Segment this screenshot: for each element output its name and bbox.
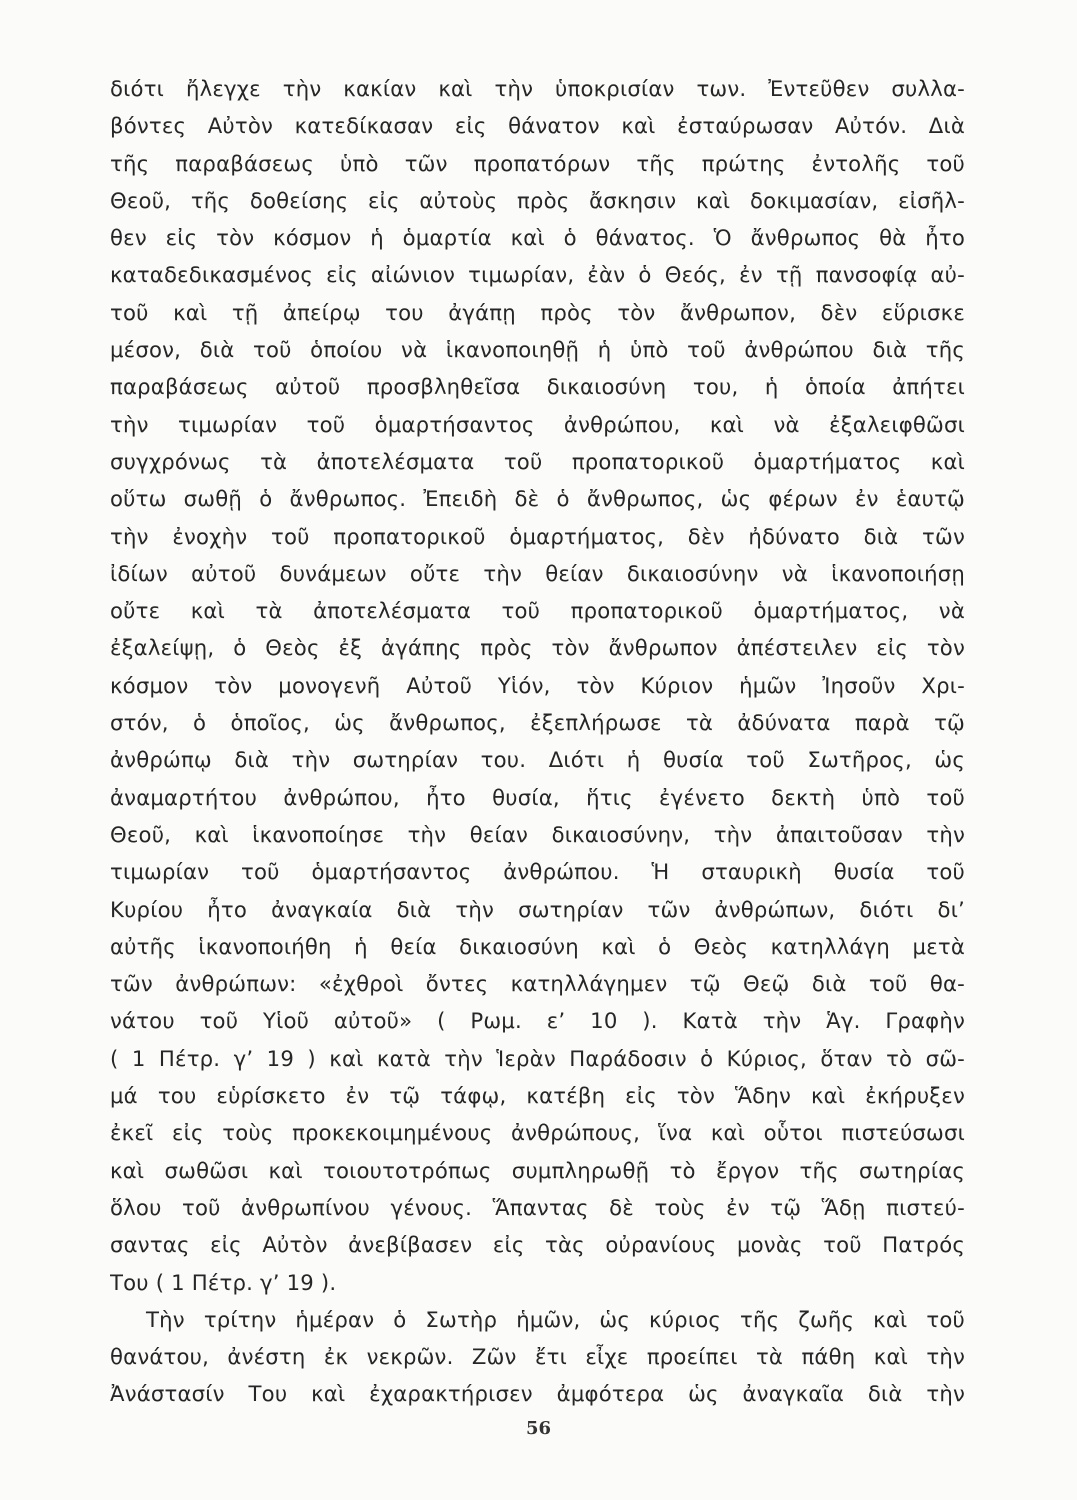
- text-line: κόσμον τὸν μονογενῆ Αὐτοῦ Υἱόν, τὸν Κύριον ἡμῶν Ἰησοῦν Χρι-: [110, 672, 965, 698]
- text-line: διότι ἤλεγχε τὴν κακίαν καὶ τὴν ὑποκρισίαν των. Ἐντεῦθεν συλλα-: [110, 76, 965, 101]
- body-text: [110, 70, 965, 1413]
- text-line: καταδεδικασμένος εἰς αἰώνιον τιμωρίαν, ἐὰν ὁ Θεός, ἐν τῇ πανσοφίᾳ αὐ-: [110, 262, 965, 288]
- text-line: οὔτε καὶ τὰ ἀποτελέσματα τοῦ προπατορικοῦ ὁμαρτήματος, νὰ: [110, 598, 965, 624]
- text-line: τιμωρίαν τοῦ ὁμαρτήσαντος ἀνθρώπου. Ἡ σταυρικὴ θυσία τοῦ: [110, 859, 965, 885]
- paragraphs: [110, 70, 965, 1413]
- text-line: οὕτω σωθῇ ὁ ἄνθρωπος. Ἐπειδὴ δὲ ὁ ἄνθρωπος, ὡς φέρων ἐν ἑαυτῷ: [110, 486, 965, 512]
- text-line: αὐτῆς ἱκανοποιήθη ἡ θεία δικαιοσύνη καὶ ὁ Θεὸς κατηλλάγη μετὰ: [110, 933, 965, 959]
- text-line: νάτου τοῦ Υἱοῦ αὐτοῦ» ( Ρωμ. ε’ 10 ). Κατὰ τὴν Ἁγ. Γραφὴν: [110, 1008, 965, 1034]
- text-line: ἀνθρώπῳ διὰ τὴν σωτηρίαν του. Διότι ἡ θυσία τοῦ Σωτῆρος, ὡς: [110, 747, 965, 773]
- text-line: Κυρίου ἦτο ἀναγκαία διὰ τὴν σωτηρίαν τῶν ἀνθρώπων, διότι δι’: [110, 896, 965, 922]
- text-line: ( 1 Πέτρ. γ’ 19 ) καὶ κατὰ τὴν Ἱερὰν Παράδοσιν ὁ Κύριος, ὅταν τὸ σῶ-: [110, 1045, 965, 1071]
- text-line: Τὴν τρίτην ἡμέραν ὁ Σωτὴρ ἡμῶν, ὡς κύριος τῆς ζωῆς καὶ τοῦ: [146, 1306, 965, 1332]
- text-line: Του ( 1 Πέτρ. γ’ 19 ).: [110, 1269, 337, 1295]
- text-line: τῆς παραβάσεως ὑπὸ τῶν προπατόρων τῆς πρώτης ἐντολῆς τοῦ: [110, 150, 965, 176]
- text-line: ἀναμαρτήτου ἀνθρώπου, ἦτο θυσία, ἥτις ἐγένετο δεκτὴ ὑπὸ τοῦ: [110, 784, 965, 810]
- text-line: ἰδίων αὐτοῦ δυνάμεων οὔτε τὴν θείαν δικαιοσύνην νὰ ἱκανοποιήσῃ: [110, 560, 965, 586]
- text-line: τοῦ καὶ τῇ ἀπείρῳ του ἀγάπῃ πρὸς τὸν ἄνθρωπον, δὲν εὕρισκε: [110, 299, 965, 325]
- text-line: μά του εὑρίσκετο ἐν τῷ τάφῳ, κατέβη εἰς τὸν Ἅδην καὶ ἐκήρυξεν: [110, 1083, 965, 1109]
- text-line: μέσον, διὰ τοῦ ὁποίου νὰ ἱκανοποιηθῇ ἡ ὑπὸ τοῦ ἀνθρώπου διὰ τῆς: [110, 337, 965, 363]
- text-line: συγχρόνως τὰ ἀποτελέσματα τοῦ προπατορικοῦ ὁμαρτήματος καὶ: [110, 448, 965, 474]
- text-line: παραβάσεως αὐτοῦ προσβληθεῖσα δικαιοσύνη του, ἡ ὁποία ἀπήτει: [110, 374, 965, 400]
- text-line: Θεοῦ, καὶ ἱκανοποίησε τὴν θείαν δικαιοσύνην, τὴν ἀπαιτοῦσαν τὴν: [110, 821, 965, 847]
- page-number: 56: [525, 1418, 552, 1439]
- text-line: ὅλου τοῦ ἀνθρωπίνου γένους. Ἅπαντας δὲ τοὺς ἐν τῷ Ἅδῃ πιστεύ-: [110, 1194, 965, 1220]
- text-line: σαντας εἰς Αὐτὸν ἀνεβίβασεν εἰς τὰς οὐρανίους μονὰς τοῦ Πατρός: [110, 1232, 965, 1258]
- text-line: στόν, ὁ ὁποῖος, ὡς ἄνθρωπος, ἐξεπλήρωσε τὰ ἀδύνατα παρὰ τῷ: [110, 710, 965, 736]
- text-line: θεν εἰς τὸν κόσμον ἡ ὁμαρτία καὶ ὁ θάνατος. Ὁ ἄνθρωπος θὰ ἦτο: [110, 225, 965, 251]
- text-line: Ἀνάστασίν Του καὶ ἐχαρακτήρισεν ἀμφότερα ὡς ἀναγκαῖα διὰ τὴν: [110, 1381, 965, 1407]
- text-line: τὴν τιμωρίαν τοῦ ὁμαρτήσαντος ἀνθρώπου, καὶ νὰ ἐξαλειφθῶσι: [110, 411, 965, 437]
- text-line: τὴν ἐνοχὴν τοῦ προπατορικοῦ ὁμαρτήματος, δὲν ἠδύνατο διὰ τῶν: [110, 523, 965, 549]
- text-line: θανάτου, ἀνέστη ἐκ νεκρῶν. Ζῶν ἔτι εἶχε προείπει τὰ πάθη καὶ τὴν: [110, 1344, 965, 1370]
- text-line: Θεοῦ, τῆς δοθείσης εἰς αὐτοὺς πρὸς ἄσκησιν καὶ δοκιμασίαν, εἰσῆλ-: [110, 187, 965, 213]
- text-line: ἐξαλείψῃ, ὁ Θεὸς ἐξ ἀγάπης πρὸς τὸν ἄνθρωπον ἀπέστειλεν εἰς τὸν: [110, 635, 965, 661]
- text-line: καὶ σωθῶσι καὶ τοιουτοτρόπως συμπληρωθῇ τὸ ἔργον τῆς σωτηρίας: [110, 1157, 965, 1183]
- text-line: τῶν ἀνθρώπων: «ἐχθροὶ ὄντες κατηλλάγημεν τῷ Θεῷ διὰ τοῦ θα-: [110, 971, 965, 997]
- text-line: βόντες Αὐτὸν κατεδίκασαν εἰς θάνατον καὶ ἐσταύρωσαν Αὐτόν. Διὰ: [110, 113, 965, 139]
- text-line: ἐκεῖ εἰς τοὺς προκεκοιμημένους ἀνθρώπους, ἵνα καὶ οὗτοι πιστεύσωσι: [110, 1120, 965, 1146]
